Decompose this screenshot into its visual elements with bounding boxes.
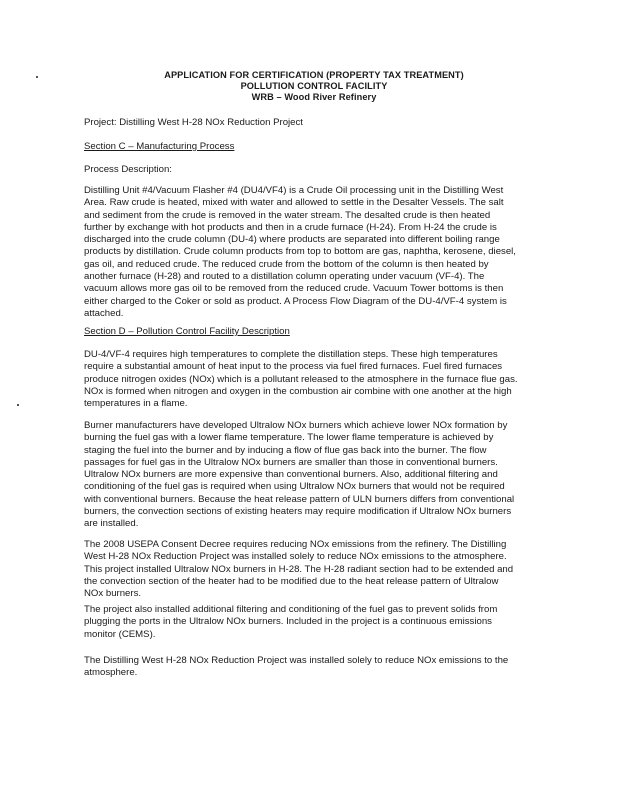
section-d-paragraph-4: The project also installed additional filtering and conditioning of the fuel gas to prevent solids from plugging the ports in the Ultralow NOx burners. Included in the project is a continuous emissions monitor (CEMS). — [84, 604, 498, 640]
scan-speck — [17, 404, 19, 406]
section-c-heading: Section C – Manufacturing Process — [84, 141, 235, 152]
header-subtitle: POLLUTION CONTROL FACILITY — [240, 81, 388, 91]
scan-speck — [36, 76, 38, 78]
section-c-paragraph: Distilling Unit #4/Vacuum Flasher #4 (DU4/VF4) is a Crude Oil processing unit in the Distilling West Area. Raw crude is heated, mixed with water and allowed to settle in the Desalter Vessels. The salt and sediment from the crude is removed in the water stream. The desalted crude is then heated further by exchange with hot products and then in a crude furnace (H-24). From H-24 the crude is discharged into the crude column (DU-4) where products are separated into different boiling range products by distillation. Crude column products from top to bottom are gas, naphtha, kerosene, diesel, gas oil, and reduced crude. The reduced crude from the bottom of the column is then heated by another furnace (H-28) and routed to a distillation column operating under vacuum (VF-4). The vacuum allows more gas oil to be removed from the reduced crude. Vacuum Tower bottoms is then either charged to the Coker or sold as product. A Process Flow Diagram of the DU-4/VF-4 system is attached. — [84, 185, 516, 319]
project-line: Project: Distilling West H-28 NOx Reduction Project — [84, 117, 303, 128]
document-header — [84, 70, 544, 103]
process-description-label: Process Description: — [84, 164, 172, 175]
header-refinery: WRB – Wood River Refinery — [251, 92, 377, 102]
section-d-paragraph-5: The Distilling West H-28 NOx Reduction Project was installed solely to reduce NOx emissions to the atmosphere. — [84, 655, 509, 679]
section-d-paragraph-3: The 2008 USEPA Consent Decree requires reducing NOx emissions from the refinery. The Distilling West H-28 NOx Reduction Project was installed solely to reduce NOx emissions to the atmosphere. This project installed Ultralow NOx burners in H-28. The H-28 radiant section had to be extended and the convection section of the heater had to be modified due to the heat release pattern of Ultralow NOx burners. — [84, 539, 514, 600]
header-title: APPLICATION FOR CERTIFICATION (PROPERTY TAX TREATMENT) — [164, 70, 464, 80]
section-d-paragraph-1: DU-4/VF-4 requires high temperatures to complete the distillation steps. These high temperatures require a substantial amount of heat input to the process via fuel fired furnaces. Fuel fired furnaces produce nitrogen oxides (NOx) which is a pollutant released to the atmosphere in the furnace flue gas. NOx is formed when nitrogen and oxygen in the combustion air combine with one another at the high temperatures in a flame. — [84, 349, 518, 410]
section-d-paragraph-2: Burner manufacturers have developed Ultralow NOx burners which achieve lower NOx formation by burning the fuel gas with a lower flame temperature. The lower flame temperature is achieved by staging the fuel into the burner and by inducing a flow of flue gas back into the burner. The flow passages for fuel gas in the Ultralow NOx burners are smaller than those in conventional burners. Ultralow NOx burners are more expensive than conventional burners. Also, additional filtering and conditioning of the fuel gas is required when using Ultralow NOx burners that would not be required with conventional burners. Because the heat release pattern of ULN burners differs from conventional burners, the convection sections of existing heaters may require modification if Ultralow NOx burners are installed. — [84, 420, 515, 530]
section-d-heading: Section D – Pollution Control Facility Description — [84, 326, 290, 337]
